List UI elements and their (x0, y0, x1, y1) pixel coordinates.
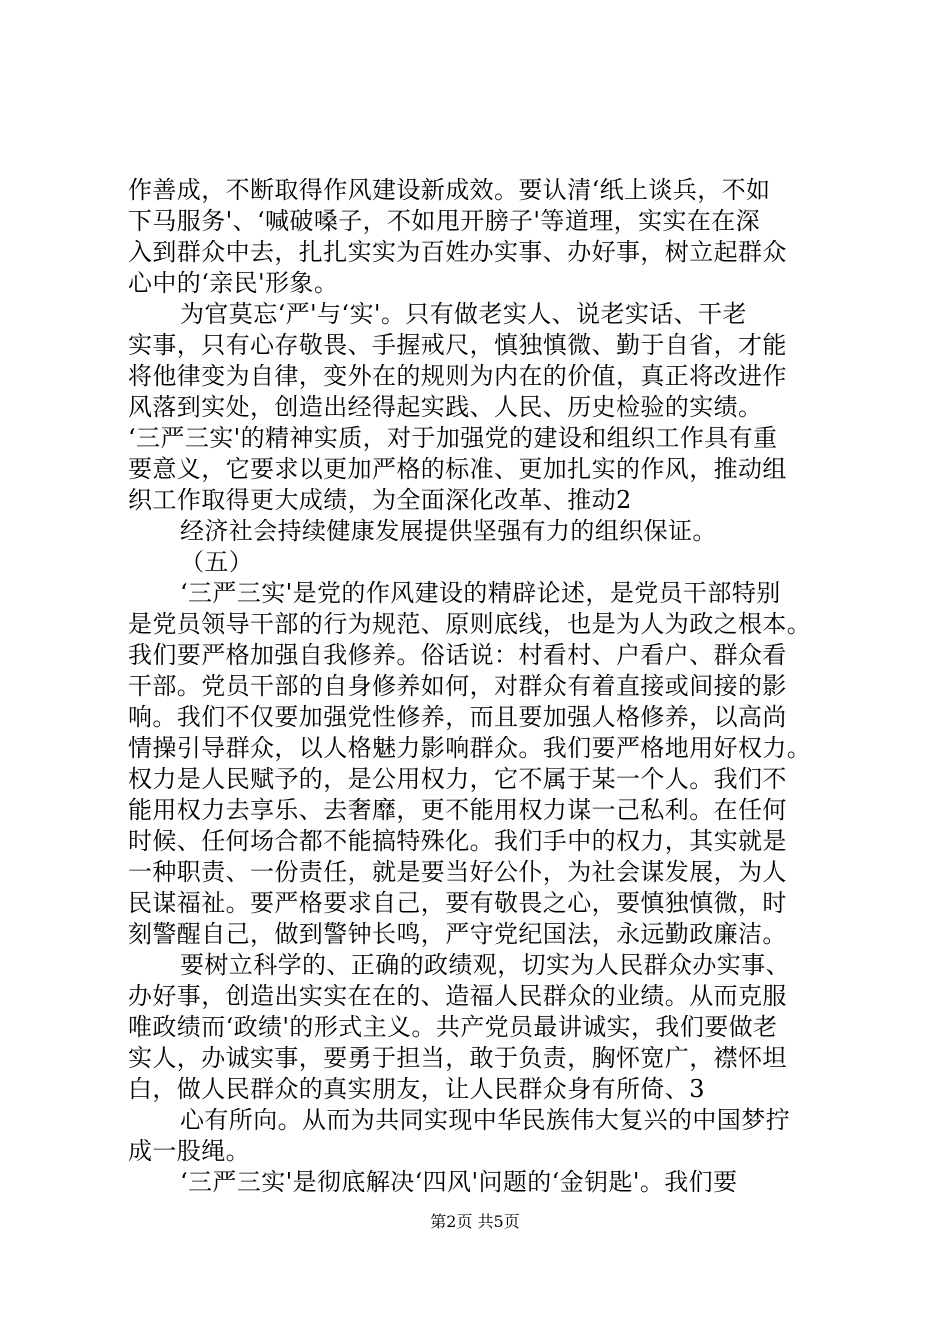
text-line: 权力是人民赋予的，是公用权力，它不属于某一个人。我们不 (128, 765, 787, 793)
text-line: 刻警醒自己，做到警钟长鸣，严守党纪国法，永远勤政廉洁。 (128, 920, 787, 948)
section-heading: （五） (180, 548, 254, 576)
text-line: 经济社会持续健康发展提供坚强有力的组织保证。 (180, 517, 717, 545)
text-line: 时候、任何场合都不能搞特殊化。我们手中的权力，其实就是 (128, 827, 787, 855)
text-line: 要树立科学的、正确的政绩观，切实为人民群众办实事、 (180, 951, 790, 979)
text-line: ‘三严三实'是党的作风建设的精辟论述，是党员干部特别 (180, 579, 781, 607)
text-line: 能用权力去享乐、去奢靡，更不能用权力谋一己私利。在任何 (128, 796, 787, 824)
text-line: 入到群众中去，扎扎实实为百姓办实事、办好事，树立起群众 (128, 238, 787, 266)
text-line: 下马服务'、‘喊破嗓子，不如甩开膀子'等道理，实实在在深 (128, 207, 761, 235)
text-line: 是党员领导干部的行为规范、原则底线，也是为人为政之根本。 (128, 610, 812, 638)
text-line: 白，做人民群众的真实朋友，让人民群众身有所倚、3 (128, 1075, 705, 1103)
text-line: ‘三严三实'是彻底解决‘四风'问题的‘金钥匙'。我们要 (180, 1168, 738, 1196)
text-line: 成一股绳。 (128, 1137, 250, 1165)
text-line: 实事，只有心存敬畏、手握戒尺，慎独慎微、勤于自省，才能 (128, 331, 787, 359)
text-line: 将他律变为自律，变外在的规则为内在的价值，真正将改进作 (128, 362, 787, 390)
text-line: 我们要严格加强自我修养。俗话说：村看村、户看户、群众看 (128, 641, 787, 669)
text-line: ‘三严三实'的精神实质，对于加强党的建设和组织工作具有重 (128, 424, 778, 452)
text-line: 一种职责、一份责任，就是要当好公仆，为社会谋发展，为人 (128, 858, 787, 886)
text-line: 民谋福祉。要严格要求自己，要有敬畏之心，要慎独慎微，时 (128, 889, 787, 917)
text-line: 织工作取得更大成绩，为全面深化改革、推动2 (128, 486, 632, 514)
text-line: 要意义，它要求以更加严格的标准、更加扎实的作风，推动组 (128, 455, 787, 483)
text-line: 风落到实处，创造出经得起实践、人民、历史检验的实绩。 (128, 393, 763, 421)
text-line: 为官莫忘‘严'与‘实'。只有做老实人、说老实话、干老 (180, 300, 747, 328)
text-line: 作善成，不断取得作风建设新成效。要认清‘纸上谈兵，不如 (128, 176, 771, 204)
text-line: 干部。党员干部的自身修养如何，对群众有着直接或间接的影 (128, 672, 787, 700)
page-footer: 第2页 共5页 (430, 1212, 520, 1231)
text-line: 心有所向。从而为共同实现中华民族伟大复兴的中国梦拧 (180, 1106, 790, 1134)
text-line: 办好事，创造出实实在在的、造福人民群众的业绩。从而克服 (128, 982, 787, 1010)
text-line: 响。我们不仅要加强党性修养，而且要加强人格修养，以高尚 (128, 703, 787, 731)
text-line: 唯政绩而‘政绩'的形式主义。共产党员最讲诚实，我们要做老 (128, 1013, 778, 1041)
text-line: 心中的‘亲民'形象。 (128, 269, 339, 297)
text-line: 情操引导群众，以人格魅力影响群众。我们要严格地用好权力。 (128, 734, 812, 762)
text-line: 实人，办诚实事，要勇于担当，敢于负责，胸怀宽广，襟怀坦 (128, 1044, 787, 1072)
